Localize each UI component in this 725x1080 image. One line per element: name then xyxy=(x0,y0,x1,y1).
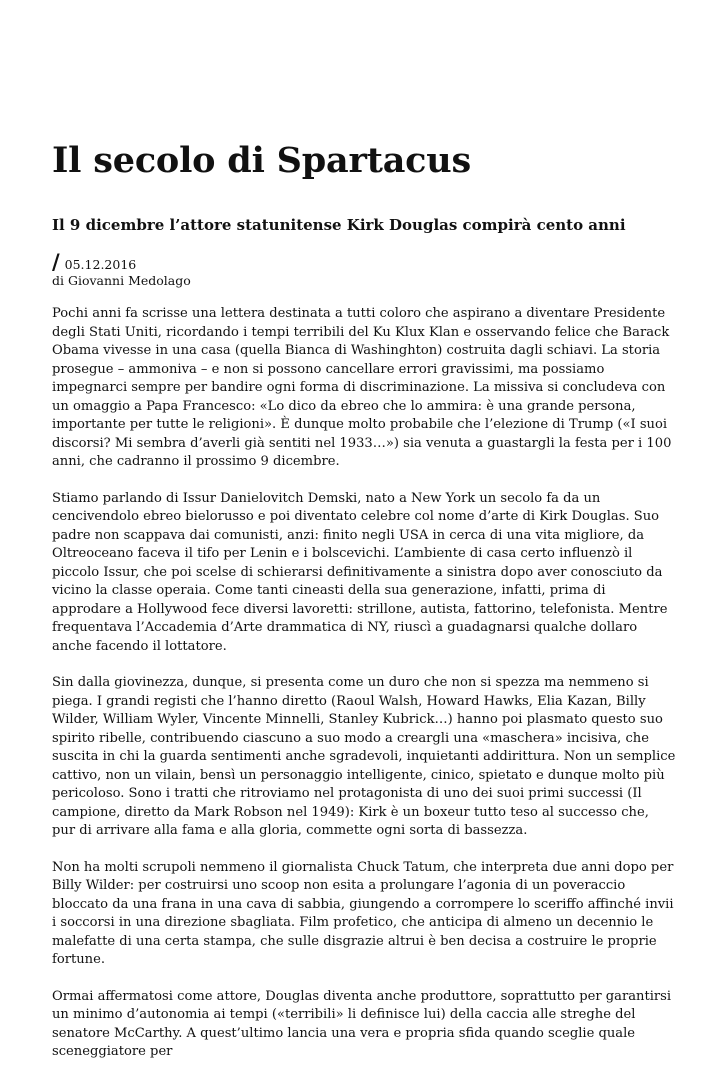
article-body xyxy=(52,305,676,1080)
slash-separator: / xyxy=(52,250,60,274)
paragraph: Stiamo parlando di Issur Danielovitch Demski, nato a New York un secolo fa da un cencivendolo ebreo bielorusso e poi diventato celebre col nome d’arte di Kirk Douglas. Suo padre non scappava dai comunisti, anzi: finito negli USA in cerca di una vita migliore, da Oltreoceano faceva il tifo per Lenin e i bolscevichi. L’ambiente di casa certo influenzò il piccolo Issur, che poi scelse di schierarsi definitivamente a sinistra dopo aver conosciuto da vicino la classe operaia. Come tanti cineasti della sua generazione, infatti, prima di approdare a Hollywood fece diversi lavoretti: strillone, autista, fattorino, telefonista. Mentre frequentava l’Accademia d’Arte drammatica di NY, riuscì a guadagnarsi qualche dollaro anche facendo il lottatore. xyxy=(52,490,668,654)
article-subtitle: Il 9 dicembre l’attore statunitense Kirk Douglas compirà cento anni xyxy=(52,216,626,234)
author-byline: di Giovanni Medolago xyxy=(52,273,191,288)
date-line xyxy=(52,250,191,274)
publication-date: 05.12.2016 xyxy=(64,257,137,272)
paragraph: Non ha molti scrupoli nemmeno il giornalista Chuck Tatum, che interpreta due anni dopo per Billy Wilder: per costruirsi uno scoop non esita a prolungare l’agonia di un poveraccio bloccato da una frana in una cava di sabbia, giungendo a corrompere lo sceriffo affinché invii i soccorsi in una direzione sbagliata. Film profetico, che anticipa di almeno un decennio le malefatte di una certa stampa, che sulle disgrazie altrui è ben decisa a costruire le proprie fortune. xyxy=(52,859,674,967)
paragraph: Ormai affermatosi come attore, Douglas diventa anche produttore, soprattutto per garantirsi un minimo d’autonomia ai tempi («terribili» li definisce lui) della caccia alle streghe del senatore McCarthy. A quest’ultimo lancia una vera e propria sfida quando sceglie quale sceneggiatore per xyxy=(52,988,672,1059)
article-title: Il secolo di Spartacus xyxy=(52,140,472,181)
article-meta xyxy=(52,250,191,289)
paragraph: Pochi anni fa scrisse una lettera destinata a tutti coloro che aspirano a diventare Presidente degli Stati Uniti, ricordando i tempi terribili del Ku Klux Klan e osservando felice che Barack Obama vivesse in una casa (quella Bianca di Washinghton) costruita dagli schiavi. La storia prosegue – ammoniva – e non si possono cancellare errori gravissimi, ma possiamo impegnarci sempre per bandire ogni forma di discriminazione. La missiva si concludeva con un omaggio a Papa Francesco: «Lo dico da ebreo che lo ammira: è una grande persona, importante per tutte le religioni». È dunque molto probabile che l’elezione di Trump («I suoi discorsi? Mi sembra d’averli già sentiti nel 1933…») sia venuta a guastargli la festa per i 100 anni, che cadranno il prossimo 9 dicembre. xyxy=(52,306,672,469)
paragraph: Sin dalla giovinezza, dunque, si presenta come un duro che non si spezza ma nemmeno si piega. I grandi registi che l’hanno diretto (Raoul Walsh, Howard Hawks, Elia Kazan, Billy Wilder, William Wyler, Vincente Minnelli, Stanley Kubrick…) hanno poi plasmato questo suo spirito ribelle, contribuendo ciascuno a suo modo a creargli una «maschera» incisiva, che suscita in chi la guarda sentimenti anche sgradevoli, inquietanti addirittura. Non un semplice cattivo, non un vilain, bensì un personaggio intelligente, cinico, spietato e dunque molto più pericoloso. Sono i tratti che ritroviamo nel protagonista di uno dei suoi primi successi (Il campione, diretto da Mark Robson nel 1949): Kirk è un boxeur tutto teso al successo che, pur di arrivare alla fama e alla gloria, commette ogni sorta di bassezza. xyxy=(52,675,676,838)
